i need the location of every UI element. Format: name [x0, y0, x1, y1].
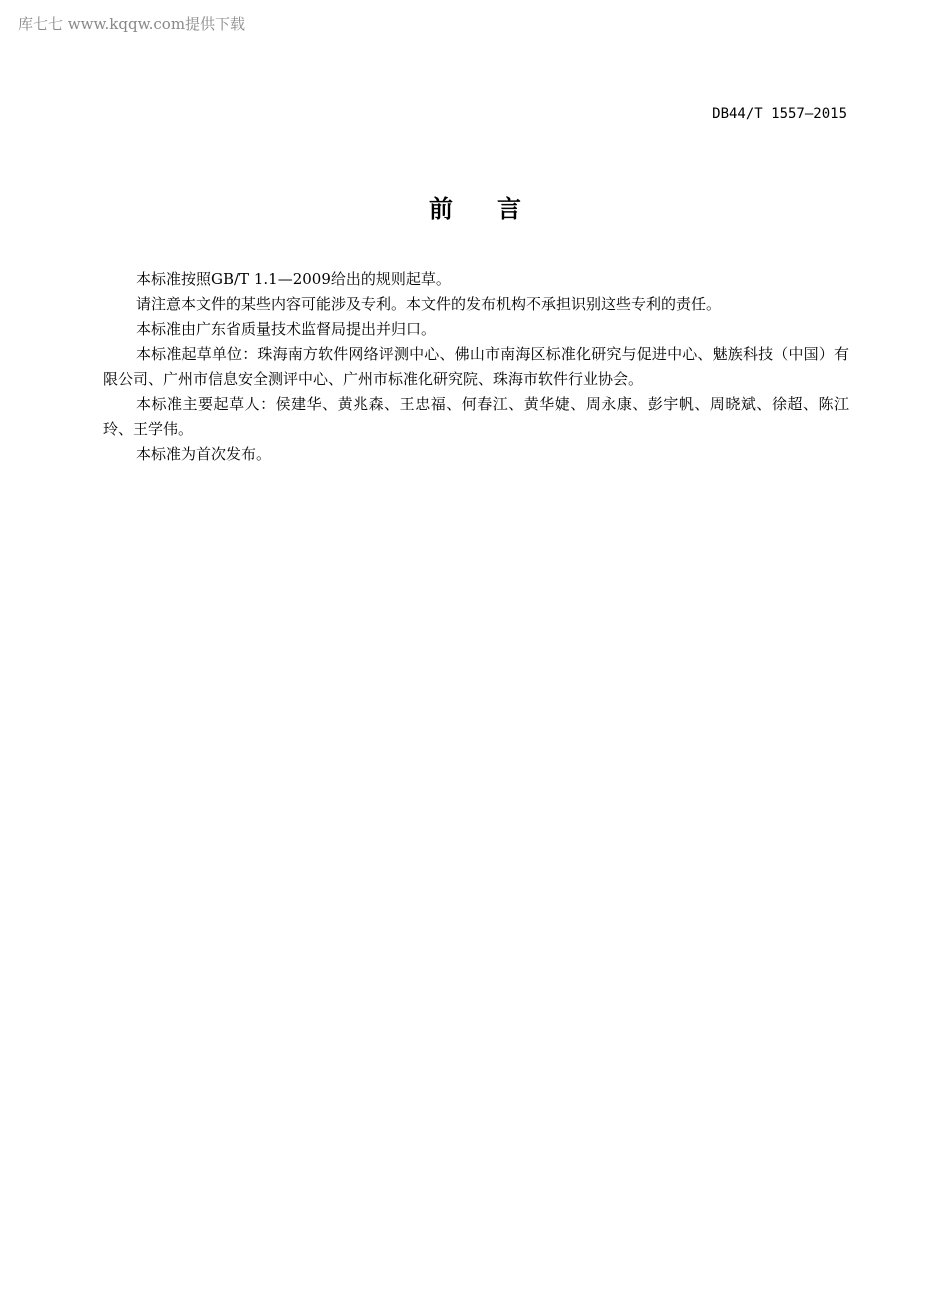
section-title-foreword	[0, 189, 950, 224]
watermark: 库七七 www.kqqw.com提供下载	[18, 15, 246, 33]
foreword-body	[103, 267, 849, 467]
paragraph-proposer: 本标准由广东省质量技术监督局提出并归口。	[136, 320, 437, 338]
section-title-char-1: 前	[429, 195, 453, 223]
paragraph-first-release: 本标准为首次发布。	[136, 445, 272, 463]
section-title-char-2: 言	[497, 195, 521, 223]
paragraph-drafters: 本标准主要起草人：侯建华、黄兆森、王忠福、何春江、黄华婕、周永康、彭宇帆、周晓斌、徐超、陈江玲、王学伟。	[103, 395, 849, 438]
document-number: DB44/T 1557—2015	[712, 106, 847, 122]
paragraph-drafting-rules: 本标准按照GB/T 1.1—2009给出的规则起草。	[136, 270, 451, 288]
paragraph-drafting-units: 本标准起草单位：珠海南方软件网络评测中心、佛山市南海区标准化研究与促进中心、魅族科技（中国）有限公司、广州市信息安全测评中心、广州市标准化研究院、珠海市软件行业协会。	[103, 345, 849, 388]
paragraph-patent-notice: 请注意本文件的某些内容可能涉及专利。本文件的发布机构不承担识别这些专利的责任。	[136, 295, 722, 313]
